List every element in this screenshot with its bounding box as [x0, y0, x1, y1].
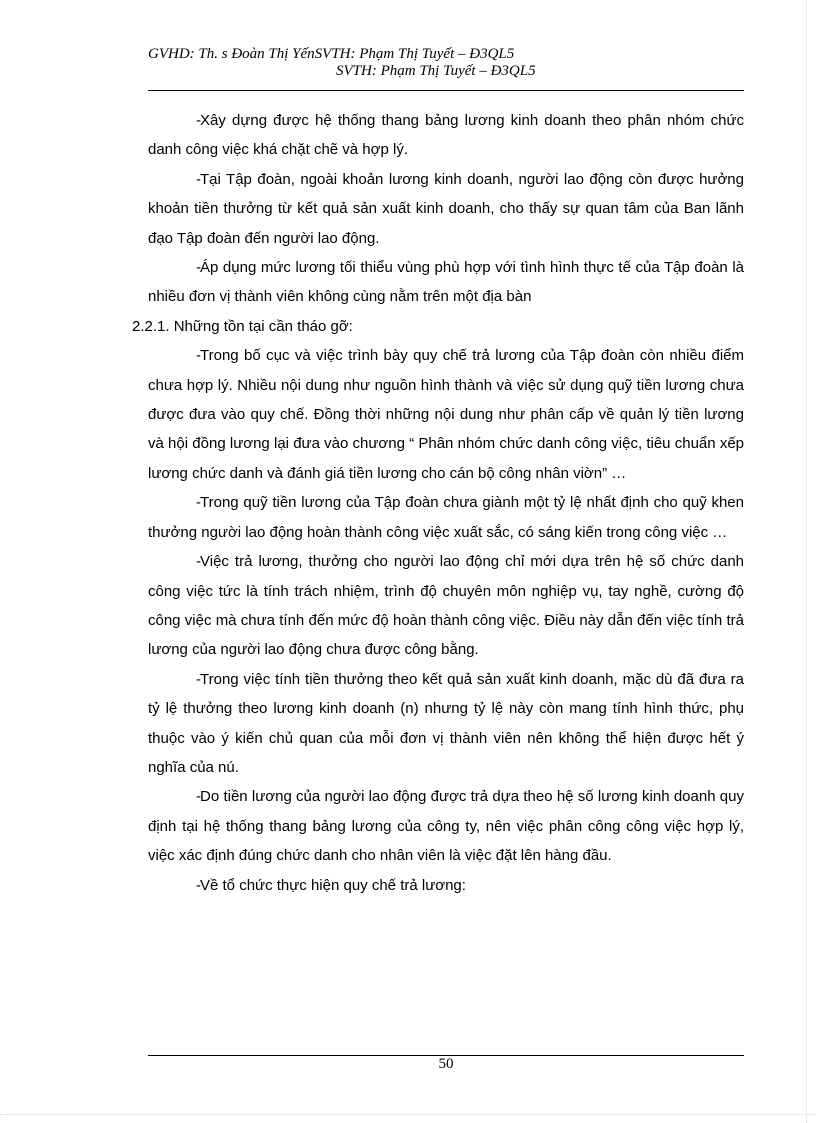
bullet-text: Trong quỹ tiền lương của Tập đoàn chưa giành một tỷ lệ nhất định cho quỹ khen thưởng người lao động hoàn thành công việc xuất sắc, có sáng kiến trong công việc …	[148, 494, 744, 541]
document-body	[132, 106, 744, 900]
header-line-2: SVTH: Phạm Thị Tuyết – Đ3QL5	[336, 63, 536, 79]
bullet-paragraph	[148, 341, 744, 488]
bullet-paragraph	[148, 547, 744, 665]
bullet-dash: -	[196, 112, 201, 129]
bullet-text: Tại Tập đoàn, ngoài khoản lương kinh doanh, người lao động còn được hưởng khoản tiền thưởng từ kết quả sản xuất kinh doanh, cho thấy sự quan tâm của Ban lãnh đạo Tập đoàn đến người lao động.	[148, 170, 744, 247]
page-header	[148, 46, 744, 80]
bullet-text: Do tiền lương của người lao động được trả dựa theo hệ số lương kinh doanh quy định tại hệ thống thang bảng lương của công ty, nên việc phân công công việc hợp lý, việc xác định đúng chức danh cho nhân viên là việc đặt lên hàng đầu.	[148, 788, 744, 865]
bullet-paragraph	[148, 665, 744, 783]
bullet-dash: -	[196, 494, 201, 512]
bullet-dash: -	[196, 170, 201, 188]
section-heading-text: 2.2.1. Những tồn tại cần tháo gỡ:	[132, 317, 353, 335]
bullet-paragraph	[148, 165, 744, 253]
bullet-paragraph	[148, 253, 744, 312]
page-edge-right	[806, 0, 807, 1123]
bullet-dash: -	[196, 788, 201, 806]
section-heading	[132, 312, 744, 341]
bullet-paragraph	[148, 106, 744, 165]
bullet-dash: -	[196, 259, 201, 277]
bullet-paragraph	[148, 871, 744, 900]
bullet-text: Xây dựng được hệ thống thang bảng lương kinh doanh theo phân nhóm chức danh công việc khá chặt chẽ và hợp lý.	[148, 112, 744, 159]
bullet-paragraph	[148, 782, 744, 870]
bullet-text: Trong việc tính tiền thưởng theo kết quả sản xuất kinh doanh, mặc dù đã đưa ra tỷ lệ thưởng theo lương kinh doanh (n) nhưng tỷ lệ này còn mang tính hình thức, phụ thuộc vào ý kiến chủ quan của mỗi đơn vị thành viên nên không thể hiện được hết ý nghĩa của nú.	[148, 670, 744, 776]
bullet-text: Về tổ chức thực hiện quy chế trả lương:	[200, 876, 466, 894]
bullet-dash: -	[196, 553, 201, 571]
header-rule	[148, 90, 744, 91]
bullet-text: Áp dụng mức lương tối thiểu vùng phù hợp với tình hình thực tế của Tập đoàn là nhiều đơn vị thành viên không cùng nằm trên một địa bàn	[148, 259, 744, 306]
bullet-dash: -	[196, 670, 201, 688]
header-line-1: GVHD: Th. s Đoàn Thị YếnSVTH: Phạm Thị Tuyết – Đ3QL5	[148, 46, 515, 62]
bullet-text: Trong bố cục và việc trình bày quy chế trả lương của Tập đoàn còn nhiều điểm chưa hợp lý. Nhiều nội dung như nguồn hình thành và việc sử dụng quỹ tiền lương chưa được đưa vào quy chế. Đồng thời những nội dung như phân cấp về quản lý tiền lương và hội đồng lương lại đưa vào chương “ Phân nhóm chức danh công việc, tiêu chuẩn xếp lương chức danh và đánh giá tiền lương cho cán bộ công nhân viờn” …	[148, 347, 744, 482]
bullet-dash: -	[196, 347, 201, 365]
bullet-text: Việc trả lương, thưởng cho người lao động chỉ mới dựa trên hệ số chức danh công việc tức là tính trách nhiệm, trình độ chuyên môn nghiệp vụ, tay nghề, cường độ công việc mà chưa tính đến mức độ hoàn thành công việc. Điều này dẫn đến việc tính trả lương của người lao động chưa được công bằng.	[148, 553, 744, 659]
bullet-paragraph	[148, 488, 744, 547]
page-edge-bottom	[0, 1114, 816, 1115]
bullet-dash: -	[196, 876, 201, 894]
page-number: 50	[438, 1056, 454, 1072]
